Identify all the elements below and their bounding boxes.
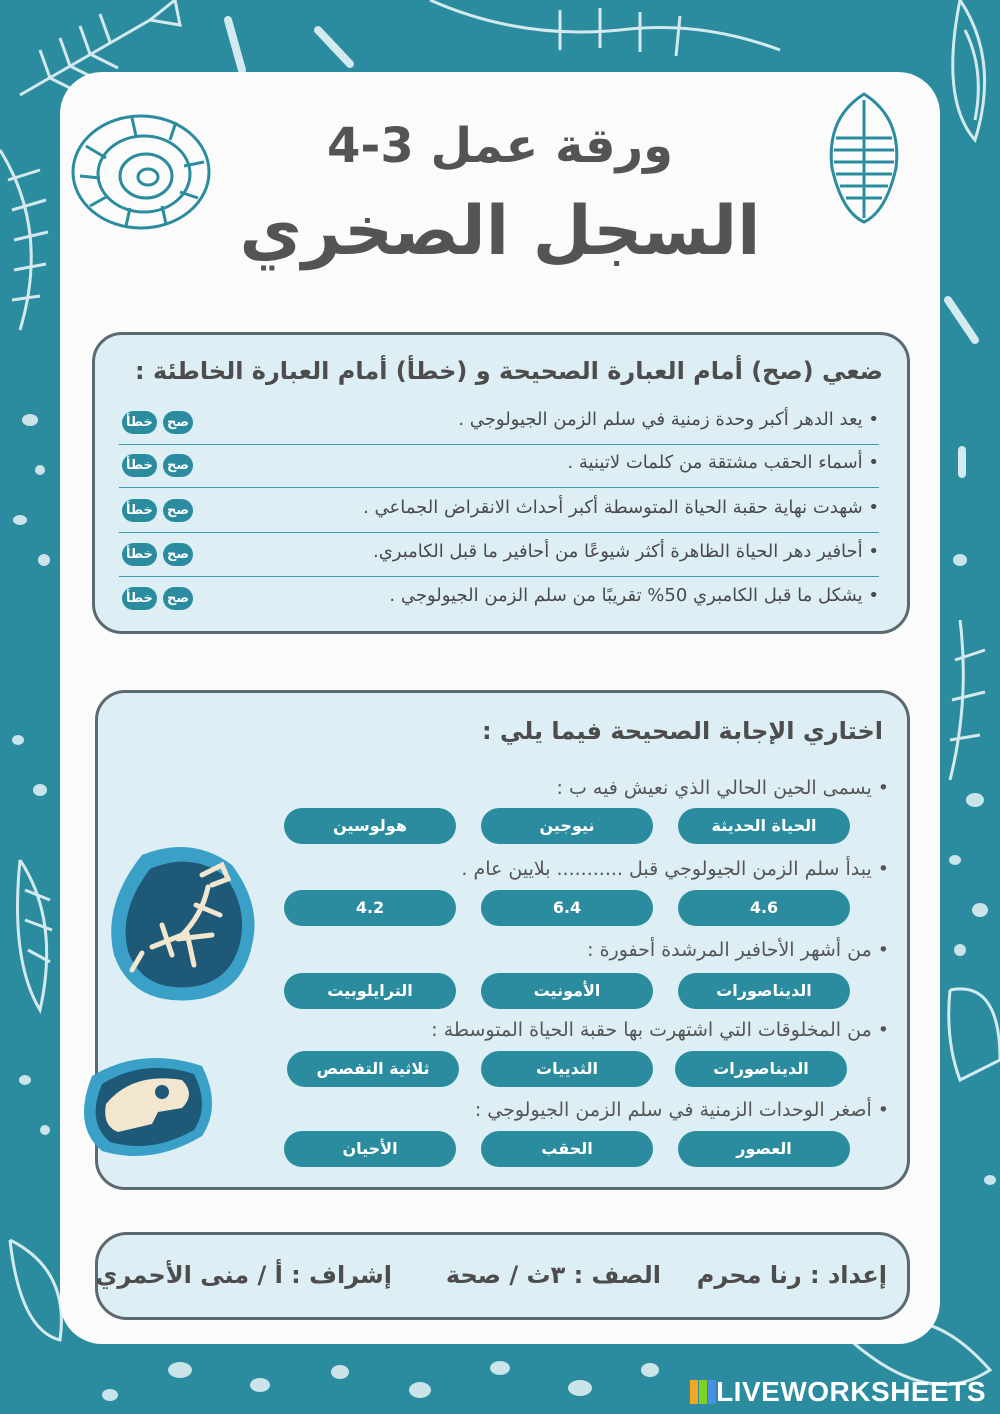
true-option-button[interactable]: صح xyxy=(163,499,193,522)
multiple-choice-instruction: اختاري الإجابة الصحيحة فيما يلي : xyxy=(481,717,883,745)
mc-option-button[interactable]: الثدييات xyxy=(481,1051,653,1087)
mc-question-text: • من المخلوقات التي اشتهرت بها حقبة الحياة المتوسطة : xyxy=(431,1019,889,1041)
tf-question-row xyxy=(119,489,879,533)
mc-question-text: • يبدأ سلم الزمن الجيولوجي قبل ........... بلايين عام . xyxy=(461,858,889,880)
true-false-instruction: ضعي (صح) أمام العبارة الصحيحة و (خطأ) أمام العبارة الخاطئة : xyxy=(134,357,883,385)
mc-option-button[interactable]: 4.6 xyxy=(678,890,850,926)
true-false-section xyxy=(92,332,910,634)
true-option-button[interactable]: صح xyxy=(163,543,193,566)
false-option-button[interactable]: خطأ xyxy=(122,587,157,610)
credits-footer xyxy=(95,1232,910,1320)
true-option-button[interactable]: صح xyxy=(163,411,193,434)
mc-question-text: • يسمى الحين الحالي الذي نعيش فيه ب : xyxy=(556,777,889,799)
multiple-choice-section xyxy=(95,690,910,1190)
mc-option-button[interactable]: 4.2 xyxy=(284,890,456,926)
mc-option-button[interactable]: نيوجين xyxy=(481,808,653,844)
mc-option-button[interactable]: الديناصورات xyxy=(675,1051,847,1087)
worksheet-main-title: السجل الصخري xyxy=(239,192,761,271)
liveworksheets-logo-icon xyxy=(690,1380,716,1404)
tf-question-text: • شهدت نهاية حقبة الحياة المتوسطة أكبر أحداث الانقراض الجماعي . xyxy=(363,497,879,518)
mc-option-button[interactable]: الأمونيت xyxy=(481,973,653,1009)
worksheet-number-title: ورقة عمل 3-4 xyxy=(327,118,673,174)
mc-option-button[interactable]: الترايلوبيت xyxy=(284,973,456,1009)
mc-option-button[interactable]: الحقب xyxy=(481,1131,653,1167)
tf-question-row xyxy=(119,533,879,577)
tf-question-text: • أحافير دهر الحياة الظاهرة أكثر شيوعًا من أحافير ما قبل الكامبري. xyxy=(372,541,879,562)
false-option-button[interactable]: خطأ xyxy=(122,454,157,477)
supervised-by-label: إشراف : أ / منى الأحمري xyxy=(95,1261,392,1289)
false-option-button[interactable]: خطأ xyxy=(122,411,157,434)
tf-question-row xyxy=(119,401,879,445)
grade-label: الصف : ٣ث / صحة xyxy=(445,1261,661,1289)
mc-option-button[interactable]: هولوسين xyxy=(284,808,456,844)
tf-question-text: • يعد الدهر أكبر وحدة زمنية في سلم الزمن الجيولوجي . xyxy=(458,409,879,430)
mc-option-button[interactable]: الحياة الحديثة xyxy=(678,808,850,844)
true-option-button[interactable]: صح xyxy=(163,454,193,477)
mc-option-button[interactable]: 6.4 xyxy=(481,890,653,926)
tf-question-text: • أسماء الحقب مشتقة من كلمات لاتينية . xyxy=(567,452,879,473)
false-option-button[interactable]: خطأ xyxy=(122,499,157,522)
tf-question-text: • يشكل ما قبل الكامبري 50% تقريبًا من سلم الزمن الجيولوجي . xyxy=(389,585,879,606)
mc-option-button[interactable]: الأحيان xyxy=(284,1131,456,1167)
mc-option-button[interactable]: الديناصورات xyxy=(678,973,850,1009)
liveworksheets-brand: LIVEWORKSHEETS xyxy=(716,1376,986,1407)
tf-question-row xyxy=(119,444,879,488)
mc-question-text: • من أشهر الأحافير المرشدة أحفورة : xyxy=(587,939,889,961)
true-option-button[interactable]: صح xyxy=(163,587,193,610)
mc-question-text: • أصغر الوحدات الزمنية في سلم الزمن الجيولوجي : xyxy=(474,1099,889,1121)
mc-option-button[interactable]: العصور xyxy=(678,1131,850,1167)
false-option-button[interactable]: خطأ xyxy=(122,543,157,566)
tf-question-row xyxy=(119,577,879,620)
mc-option-button[interactable]: ثلاثية التفصص xyxy=(287,1051,459,1087)
prepared-by-label: إعداد : رنا محرم xyxy=(696,1261,887,1289)
